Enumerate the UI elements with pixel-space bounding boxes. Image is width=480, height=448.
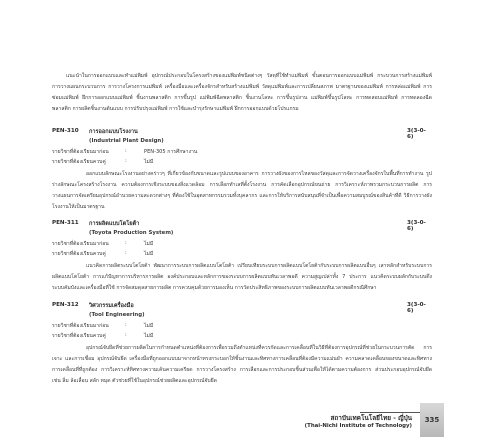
course-description: อุปกรณ์จับยึดที่ช่วยการผลิตในการกำหนดตำแหน่งที่ต้องการเพื่อรวมถึงตำแหน่งที่ควรกัดและการเคลื่อนที่ในวิธีที่ต้องการอุปกรณ์ที่ช่วยในกระบวนการตัด การเจาะ และการเชื่อม อุปกรณ์จับยึด เครื่องมือที่ถูกออกแบบมาจากหน้าทรงกระบอกให้ชิ้นงานและทิศทางการเคลื่อนที่ต้องมีความแม่นยำ ความคลาดเคลื่อนของขนาดและทิศทางการเคลื่อนที่ที่ถูกต้อง การวิเคราะห์ทิศทางความเค้นความเครียด การวางโครงสร้าง การเลือกและการประกอบชิ้นส่วนเพื่อให้ได้ตามความต้องการ ส่วนประกอบอุปกรณ์จับยึด เช่น ลิ่ม ล้อเลื่อน สลัก หมุด ตัวช่วยที่ใช้ในอุปกรณ์ช่วยผลิตและอุปกรณ์จับยึด bbox=[52, 345, 432, 384]
corequisite-value: ไม่มี bbox=[144, 251, 154, 257]
corequisite-label: รายวิชาที่ต้องเรียนควบคู่ bbox=[52, 333, 106, 339]
colon: : bbox=[125, 240, 127, 246]
course-code: PEN-312 bbox=[52, 302, 79, 308]
course-code: PEN-311 bbox=[52, 220, 79, 226]
course-pen-311 bbox=[52, 220, 432, 294]
corequisite-label: รายวิชาที่ต้องเรียนควบคู่ bbox=[52, 159, 106, 165]
footer-institute-th: สถาบันเทคโนโลยีไทย - ญี่ปุ่น bbox=[330, 414, 412, 422]
page-number: 335 bbox=[424, 416, 440, 424]
prerequisite-label: รายวิชาที่ต้องเรียนมาก่อน bbox=[52, 323, 109, 329]
colon: : bbox=[125, 332, 127, 338]
course-title-en: (Toyota Production System) bbox=[89, 230, 174, 236]
course-description: ออกแบบลักษณะโรงงานอย่างคร่าวๆ ที่เกี่ยวข้องกับขนาดและรูปแบบของอาคาร การวางผังของการไหลของวัสดุและการจัดวางเครื่องจักรในพื้นที่การทำงาน รูปร่างลักษณะโครงสร้างโรงงาน ความต้องการเชิงระบบของสิ่งแวดล้อม การเลือกทำเลที่ตั้งโรงงาน การคัดเลือกอุปกรณ์ขนถ่าย การวิเคราะห์ภาพรวมกระบวนการผลิต การวางแผนการจัดเตรียมอุปกรณ์อำนวยความสะดวกต่างๆ ที่ต้องใช้ในอุตสาหกรรมรวมทั้งบุคลากร และการให้บริการสนับสนุนที่จำเป็นเพื่อความสมบูรณ์ของสินค้าที่ดี วิธีการวางผังโรงงานให้เป็นมาตรฐาน bbox=[52, 171, 432, 210]
course-credits: 3(3-0-6) bbox=[407, 220, 426, 232]
course-header bbox=[52, 128, 432, 138]
course-title: การผลิตแบบโตโยต้า bbox=[89, 221, 140, 227]
course-credits: 3(3-0-6) bbox=[407, 128, 426, 140]
course-description: แนวคิดการผลิตระบบโตโยต้า พัฒนาการระบบการผลิตแบบโตโยต้า เปรียบเทียบระบบการผลิตแบบโตโยต้ากับระบบการผลิตแบบอื่นๆ เสาหลักสำหรับระบบการผลิตแบบโตโยต้า การแก้ปัญหาการบริหารการผลิต องค์ประกอบและหลักการของระบบการผลิตแบบทันเวลาพอดี ความสูญเปล่าทั้ง 7 ประการ แนวคิดระบบผลักกับระบบดึง ระบบคัมบังและเครื่องมือที่ใช้ การจัดสมดุลสายการผลิต การควบคุมด้วยการมองเห็น การวัดประสิทธิภาพของระบบการผลิตแบบทันเวลาพอดีกรณีศึกษา bbox=[52, 263, 432, 291]
prerequisite-value: ไม่มี bbox=[144, 323, 154, 329]
corequisite-value: ไม่มี bbox=[144, 159, 154, 165]
course-code: PEN-310 bbox=[52, 128, 79, 134]
course-header bbox=[52, 302, 432, 312]
course-title-en: (Tool Engineering) bbox=[89, 312, 145, 318]
corequisite-value: ไม่มี bbox=[144, 333, 154, 339]
course-pen-310 bbox=[52, 128, 432, 213]
colon: : bbox=[125, 158, 127, 164]
prerequisite-row bbox=[52, 322, 432, 332]
course-title: การออกแบบโรงงาน bbox=[89, 129, 138, 135]
corequisite-row bbox=[52, 332, 432, 342]
corequisite-row bbox=[52, 250, 432, 260]
prerequisite-label: รายวิชาที่ต้องเรียนมาก่อน bbox=[52, 149, 109, 155]
prerequisite-value: ไม่มี bbox=[144, 241, 154, 247]
corequisite-row bbox=[52, 158, 432, 168]
prerequisite-value: PEN-305 การศึกษางาน bbox=[144, 149, 198, 155]
intro-paragraph: แนะนำในการออกแบบและทำแม่พิมพ์ อุปกรณ์ประกอบในโครงสร้างของแม่พิมพ์ชนิดต่างๆ วัสดุที่ใช้ทำแม่พิมพ์ ขั้นตอนการออกแบบแม่พิมพ์ กระบวนการสร้างแม่พิมพ์ การวางแผนกระบวนการ การวางโครงการแม่พิมพ์ เครื่องมือและเครื่องจักรสำหรับสร้างแม่พิมพ์ วัสดุแม่พิมพ์และการเปลี่ยนสภาพ มาตรฐานของแม่พิมพ์ การหล่อแม่พิมพ์ การซ่อมแม่พิมพ์ ฝึกการออกแบบแม่พิมพ์ ชิ้นงานพลาสติก การขึ้นรูป แม่พิมพ์ฉีดพลาสติก ชิ้นงานโลหะ การขึ้นรูปงาน แม่พิมพ์ขึ้นรูปโลหะ การทดสอบแม่พิมพ์ การทดลองฉีดพลาสติก การผลิตชิ้นงานต้นแบบ การปรับปรุงแม่พิมพ์ การใช้และบำรุงรักษาแม่พิมพ์ ฝึกการออกแบบด้วยโปรแกรม bbox=[52, 73, 432, 112]
course-credits: 3(3-0-6) bbox=[407, 302, 426, 314]
corequisite-label: รายวิชาที่ต้องเรียนควบคู่ bbox=[52, 251, 106, 257]
course-pen-312 bbox=[52, 302, 432, 387]
prerequisite-row bbox=[52, 148, 432, 158]
course-title: วิศวกรรมเครื่องมือ bbox=[89, 303, 134, 309]
prerequisite-label: รายวิชาที่ต้องเรียนมาก่อน bbox=[52, 241, 109, 247]
colon: : bbox=[125, 322, 127, 328]
footer-institute-en: (Thai-Nichi Institute of Technology) bbox=[304, 423, 412, 429]
course-header bbox=[52, 220, 432, 230]
page-number-tab bbox=[420, 403, 444, 437]
prerequisite-row bbox=[52, 240, 432, 250]
colon: : bbox=[125, 250, 127, 256]
course-title-en: (Industrial Plant Design) bbox=[89, 138, 164, 144]
colon: : bbox=[125, 148, 127, 154]
